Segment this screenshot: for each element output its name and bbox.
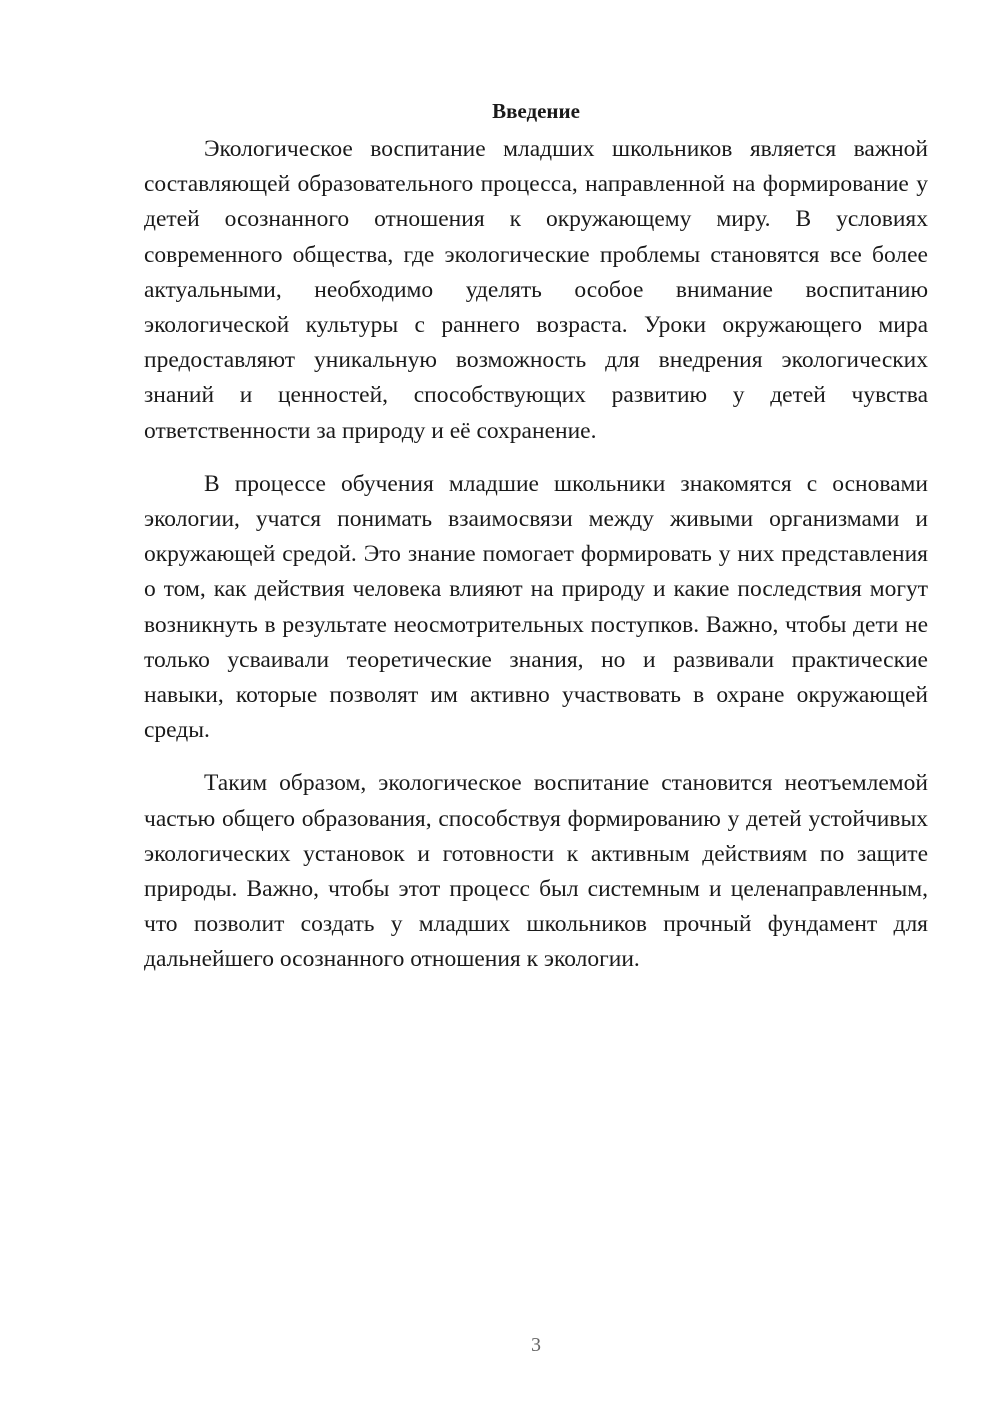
section-heading: Введение — [492, 99, 580, 123]
paragraph-1: Экологическое воспитание младших школьников является важной составляющей образовательного процесса, направленной на формирование у детей осознанного отношения к окружающему миру. В условиях современного общества, где экологические проблемы становятся все более актуальными, необходимо уделять особое внимание воспитанию экологической культуры с раннего возраста. Уроки окружающего мира предоставляют уникальную возможность для внедрения экологических знаний и ценностей, способствующих развитию у детей чувства ответственности за природу и её сохранение. — [144, 136, 928, 444]
paragraph-2: В процессе обучения младшие школьники знакомятся с основами экологии, учатся понимать взаимосвязи между живыми организмами и окружающей средой. Это знание помогает формировать у них представления о том, как действия человека влияют на природу и какие последствия могут возникнуть в результате неосмотрительных поступков. Важно, чтобы дети не только усваивали теоретические знания, но и развивали практические навыки, которые позволят им активно участвовать в охране окружающей среды. — [144, 470, 928, 744]
page-number: 3 — [531, 1334, 541, 1356]
page-content — [144, 96, 928, 996]
paragraph-3: Таким образом, экологическое воспитание становится неотъемлемой частью общего образования, способствуя формированию у детей устойчивых экологических установок и готовности к активным действиям по защите природы. Важно, чтобы этот процесс был системным и целенаправленным, что позволит создать у младших школьников прочный фундамент для дальнейшего осознанного отношения к экологии. — [144, 770, 928, 973]
